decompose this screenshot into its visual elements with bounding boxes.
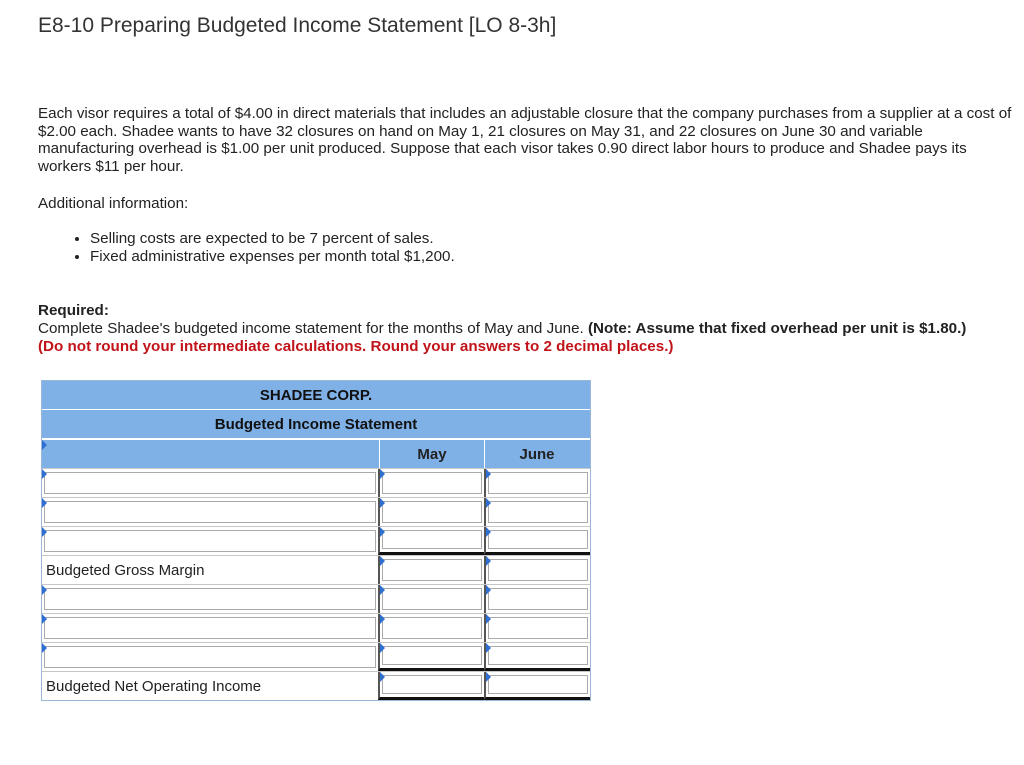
net-income-row [42,671,590,700]
input-marker-icon [486,672,491,682]
dropdown-marker-icon [42,498,47,508]
table-row [42,468,590,497]
input-marker-icon [380,498,385,508]
gross-margin-row [42,555,590,584]
input-marker-icon [486,643,491,653]
input-marker-icon [486,498,491,508]
header-blank [42,440,379,468]
gross-margin-label: Budgeted Gross Margin [46,562,205,579]
input-marker-icon [380,585,385,595]
table-row [42,526,590,555]
may-input-row-1[interactable] [382,472,482,494]
table-row [42,642,590,671]
may-net-income-input[interactable] [382,675,482,694]
company-name: SHADEE CORP. [42,381,590,410]
additional-info-label: Additional information: [38,195,189,212]
may-input-row-5[interactable] [382,588,482,610]
statement-title: Budgeted Income Statement [42,410,590,439]
input-marker-icon [380,643,385,653]
col-may-label: May [417,445,447,463]
header-june [484,440,589,468]
june-input-row-5[interactable] [488,588,588,610]
required-section [38,302,1023,356]
input-marker-icon [486,469,491,479]
june-net-income-input[interactable] [488,675,588,694]
may-input-row-7[interactable] [382,646,482,665]
problem-description: Each visor requires a total of $4.00 in direct materials that includes an adjustable closure that the company purchases from a supplier at a cost of $2.00 each. Shadee wants to have 32 closures on hand on May 1, 21 closures on May 31, and 22 closures on June 30 and variable manufacturing overhead is $1.00 per unit produced. Suppose that each visor takes 0.90 direct labor hours to produce and Shadee pays its workers $11 per hour. [38,105,1012,175]
june-gross-margin-input[interactable] [488,559,588,581]
dropdown-marker-icon [42,469,47,479]
may-input-row-6[interactable] [382,617,482,639]
dropdown-marker-icon [42,585,47,595]
table-row [42,613,590,642]
bullet-selling-costs: • Selling costs are expected to be 7 percent of sales. [90,230,455,248]
net-income-label: Budgeted Net Operating Income [46,678,262,695]
col-june-label: June [519,445,555,463]
may-input-row-2[interactable] [382,501,482,523]
label-select-row-3[interactable] [44,530,376,552]
label-select-row-2[interactable] [44,501,376,523]
table-row [42,497,590,526]
label-select-row-6[interactable] [44,617,376,639]
rounding-instruction: (Do not round your intermediate calculations. Round your answers to 2 decimal places.) [38,338,674,355]
input-marker-icon [486,614,491,624]
dropdown-marker-icon [42,643,47,653]
june-input-row-1[interactable] [488,472,588,494]
required-text: Complete Shadee's budgeted income statement for the months of May and June. [38,320,588,337]
income-statement-table [41,380,591,701]
additional-info-list [38,230,455,266]
input-marker-icon [486,585,491,595]
label-select-row-1[interactable] [44,472,376,494]
bullet-admin-expenses: • Fixed administrative expenses per month total $1,200. [90,248,455,266]
required-note: (Note: Assume that fixed overhead per unit is $1.80.) [587,320,967,337]
header-may [379,440,484,468]
column-header-row [42,439,590,468]
june-input-row-6[interactable] [488,617,588,639]
input-marker-icon [486,527,491,537]
june-input-row-3[interactable] [488,530,588,549]
dropdown-marker-icon [42,527,47,537]
input-marker-icon [380,672,385,682]
june-input-row-2[interactable] [488,501,588,523]
dropdown-marker-icon [42,440,47,450]
june-input-row-7[interactable] [488,646,588,665]
dropdown-marker-icon [42,614,47,624]
may-gross-margin-input[interactable] [382,559,482,581]
label-select-row-7[interactable] [44,646,376,668]
label-select-row-5[interactable] [44,588,376,610]
may-input-row-3[interactable] [382,530,482,549]
input-marker-icon [380,527,385,537]
required-heading: Required: [38,302,109,319]
input-marker-icon [486,556,491,566]
table-row [42,584,590,613]
input-marker-icon [380,469,385,479]
input-marker-icon [380,614,385,624]
input-marker-icon [380,556,385,566]
page-title: E8-10 Preparing Budgeted Income Statement [LO 8-3h] [38,14,557,37]
required-instructions [38,320,1023,338]
